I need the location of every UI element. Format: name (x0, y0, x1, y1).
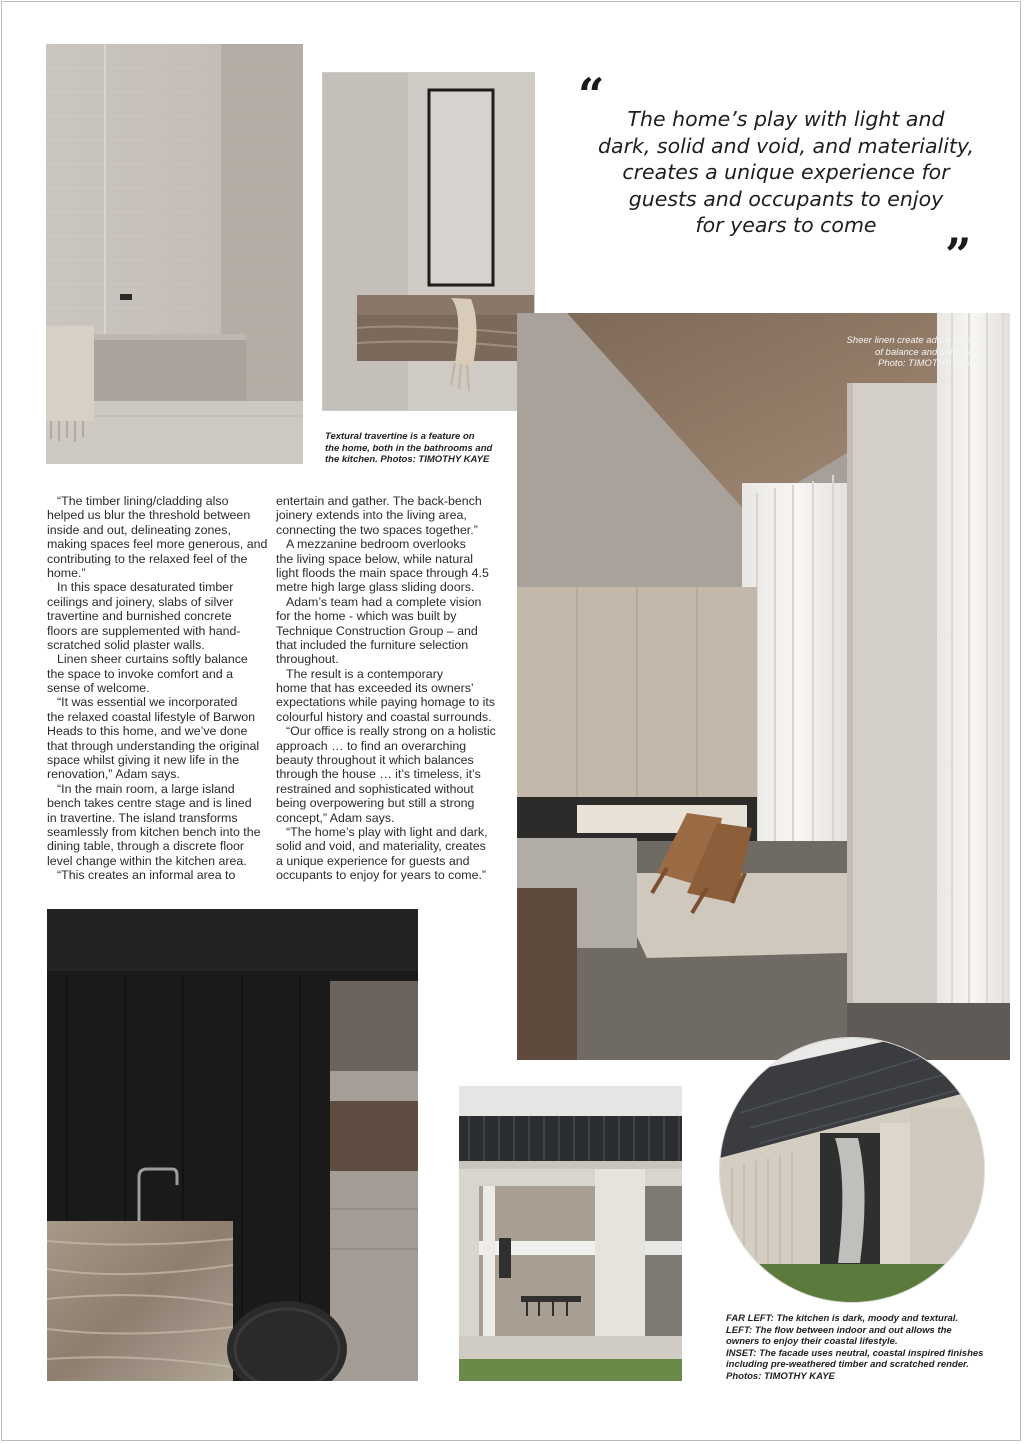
body-line: inside and out, delineating zones, (47, 522, 231, 537)
living-room-photo (517, 313, 1010, 1060)
body-line: space whilst giving it new life in the (47, 753, 240, 768)
pull-quote-line: The home’s play with light and (627, 107, 945, 131)
body-line: beauty throughout it which balances (276, 753, 474, 768)
caption-line: including pre-weathered timber and scratched render. (726, 1359, 969, 1370)
pull-quote (580, 106, 992, 239)
pull-quote-line: guests and occupants to enjoy (628, 186, 944, 211)
body-line: metre high large glass sliding doors. (276, 580, 475, 595)
body-line: the living space below, while natural (276, 551, 473, 566)
body-line: in travertine. The island transforms (47, 810, 238, 825)
body-line: home that has exceeded its owners’ (276, 681, 474, 696)
bathroom-bath-photo (46, 44, 303, 464)
linen-caption (808, 335, 978, 370)
body-line: “In the main room, a large island (57, 781, 235, 796)
body-line: dining table, through a discrete floor (47, 839, 244, 854)
body-column-2 (276, 494, 496, 883)
body-line: contributing to the relaxed feel of the (47, 551, 248, 566)
travertine-caption (325, 431, 492, 466)
pull-quote-line: creates a unique experience for (622, 160, 950, 184)
body-line: Adam’s team had a complete vision (286, 594, 482, 609)
bottom-caption (726, 1313, 983, 1382)
pull-quote-line: dark, solid and void, and materiality, (598, 133, 974, 158)
caption-line: Photo: TIMOTHY KAYE (878, 358, 978, 369)
body-line: seamlessly from kitchen bench into the (47, 824, 261, 839)
body-line: expectations while paying homage to its (276, 695, 496, 710)
body-line: for the home - which was built by (276, 609, 457, 624)
body-line: solid and void, and materiality, creates (276, 839, 486, 854)
body-line: occupants to enjoy for years to come.” (276, 868, 487, 883)
caption-line: LEFT: The flow between indoor and out allows the (726, 1324, 952, 1336)
body-line: the relaxed coastal lifestyle of Barwon (47, 709, 255, 724)
indoor-outdoor-photo (459, 1086, 682, 1381)
body-line: being overpowering but still a strong (276, 796, 475, 811)
caption-line: INSET: The facade uses neutral, coastal inspired finishes (726, 1347, 984, 1359)
body-column-1 (47, 494, 267, 883)
open-quote-mark: “ (578, 68, 605, 122)
body-line: “Our office is really strong on a holistic (286, 724, 496, 739)
body-line: floors are supplemented with hand- (47, 623, 241, 638)
body-line: a unique experience for guests and (276, 853, 470, 868)
body-line: scratched solid plaster walls. (47, 637, 205, 652)
caption-line: owners to enjoy their coastal lifestyle. (726, 1336, 898, 1347)
body-line: A mezzanine bedroom overlooks (286, 537, 466, 552)
body-line: ceilings and joinery, slabs of silver (47, 594, 234, 609)
body-line: the space to invoke comfort and a (47, 666, 233, 681)
body-line: renovation,” Adam says. (47, 767, 180, 782)
body-line: through the house … it’s timeless, it’s (276, 767, 481, 782)
kitchen-photo (47, 909, 418, 1381)
body-line: travertine and burnished concrete (47, 609, 232, 624)
body-line: restrained and sophisticated without (276, 781, 474, 796)
body-line: level change within the kitchen area. (47, 853, 247, 868)
body-line: colourful history and coastal surrounds. (276, 709, 492, 724)
body-line: Linen sheer curtains softly balance (57, 652, 248, 667)
body-line: “This creates an informal area to (57, 868, 236, 883)
caption-line: the kitchen. Photos: TIMOTHY KAYE (325, 454, 490, 465)
body-line: connecting the two spaces together.” (276, 522, 478, 537)
caption-line: Textural travertine is a feature on (325, 431, 475, 442)
caption-line: Sheer linen create add a sense (846, 335, 978, 346)
caption-line: of balance and softness. (875, 346, 978, 358)
close-quote-mark: ” (945, 228, 972, 282)
body-line: Technique Construction Group – and (276, 623, 478, 638)
body-line: “The timber lining/cladding also (57, 494, 229, 508)
body-line: “It was essential we incorporated (57, 695, 238, 710)
body-line: approach … to find an overarching (276, 738, 467, 753)
caption-line: Photos: TIMOTHY KAYE (726, 1370, 835, 1382)
body-line: throughout. (276, 652, 339, 667)
facade-inset-photo (720, 1038, 984, 1302)
body-line: helped us blur the threshold between (47, 508, 251, 523)
pull-quote-line: for years to come (695, 213, 877, 237)
body-line: Heads to this home, and we’ve done (47, 724, 248, 739)
body-line: that included the furniture selection (276, 637, 469, 652)
body-line: “The home’s play with light and dark, (286, 824, 488, 839)
body-line: sense of welcome. (47, 681, 150, 696)
body-line: that through understanding the original (47, 738, 260, 753)
body-line: entertain and gather. The back-bench (276, 494, 482, 508)
travertine-vanity-photo (323, 73, 534, 410)
body-line: bench takes centre stage and is lined (47, 796, 252, 811)
body-line: The result is a contemporary (286, 666, 444, 681)
body-line: making spaces feel more generous, and (47, 537, 268, 552)
caption-line: the home, both in the bathrooms and (325, 442, 493, 454)
body-line: light floods the main space through 4.5 (276, 565, 489, 580)
body-line: joinery extends into the living area, (276, 508, 467, 523)
caption-line: FAR LEFT: The kitchen is dark, moody and textural. (726, 1313, 959, 1324)
body-line: home.” (47, 565, 86, 580)
body-line: concept,” Adam says. (276, 810, 395, 825)
body-line: In this space desaturated timber (57, 580, 234, 595)
